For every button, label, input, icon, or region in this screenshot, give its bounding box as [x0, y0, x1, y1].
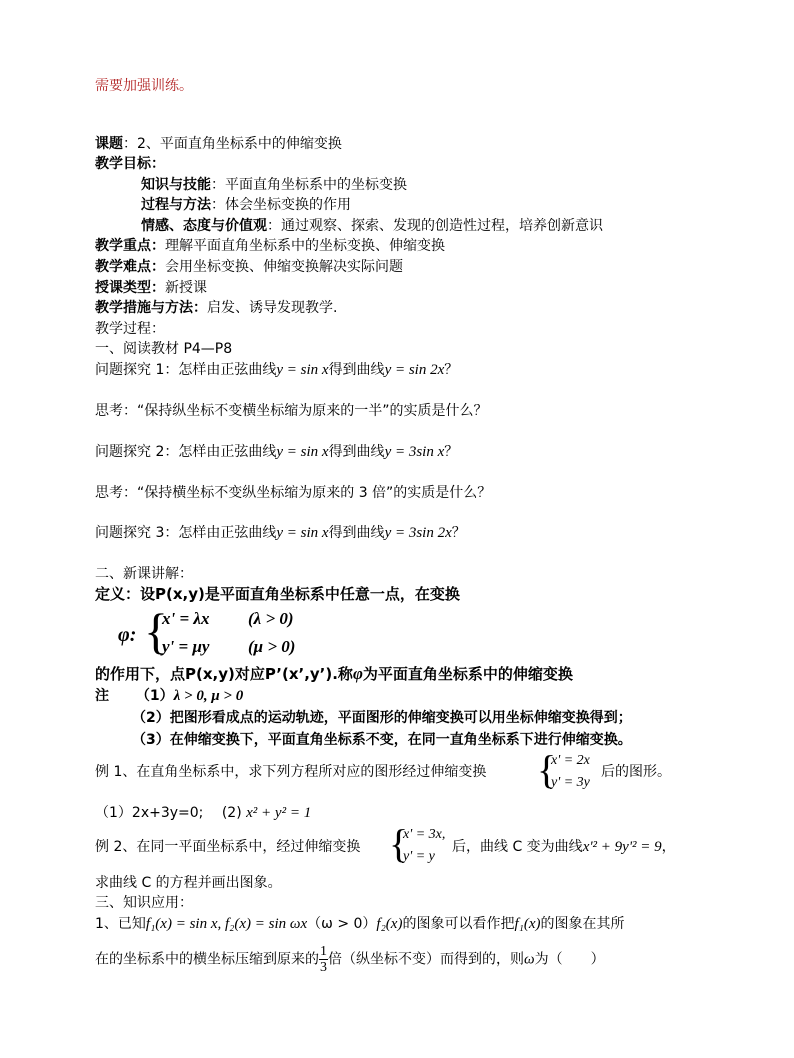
- system-row1-right: (λ > 0): [248, 609, 294, 628]
- ex2-suffix: ，: [661, 839, 676, 855]
- p1-frac-num: 1: [320, 944, 327, 959]
- example-1: [95, 763, 486, 782]
- q3-prefix: 问题探究 3：怎样由正弦曲线: [95, 525, 277, 541]
- method-label: 教学措施与方法：: [95, 300, 207, 316]
- title-text: ：2、平面直角坐标系中的伸缩变换: [123, 136, 342, 152]
- section3-heading: 三、知识应用：: [95, 895, 193, 911]
- key-point: [95, 237, 445, 256]
- definition-line: 定义：设P(x,y)是平面直角坐标系中任意一点，在变换: [95, 585, 460, 603]
- lesson-title: [95, 135, 342, 154]
- q2-eq2: y = 3sin x: [384, 444, 445, 460]
- p1-f2: f₂(x): [376, 916, 403, 932]
- section2-heading: 二、新课讲解：: [95, 566, 193, 582]
- example-1-items: [95, 804, 311, 823]
- section1-heading: 一、阅读教材 P4—P8: [95, 341, 233, 357]
- knowledge-label: 知识与技能: [141, 177, 211, 193]
- think-2: 思考：“保持横坐标不变纵坐标缩为原来的 3 倍”的实质是什么？: [95, 485, 492, 501]
- goal-process: [141, 196, 351, 215]
- ex1-prefix: 例 1、在直角坐标系中，求下列方程所对应的图形经过伸缩变换: [95, 764, 487, 780]
- note-1: [95, 687, 243, 706]
- type-text: 新授课: [165, 280, 207, 296]
- ex1-item2-label: (2): [221, 805, 242, 821]
- q2-mid: 得到曲线: [328, 444, 385, 460]
- type-label: 授课类型：: [95, 280, 165, 296]
- note1-math: λ > 0, μ > 0: [173, 688, 244, 704]
- p1-line2-b: 倍（纵坐标不变）而得到的，则: [328, 951, 524, 968]
- ex2-mid: 后，曲线 C 变为曲线: [452, 839, 583, 855]
- q2-eq1: y = sin x: [276, 444, 329, 460]
- system-row2-right: (μ > 0): [248, 637, 296, 656]
- p1-f1: f₁(x) = sin x, f₂(x) = sin ωx: [145, 916, 308, 932]
- q2-suffix: ？: [444, 444, 459, 460]
- difficulty: [95, 258, 403, 277]
- system-brace-icon: {: [144, 603, 168, 659]
- p1-c: 的图象在其所: [540, 916, 625, 932]
- question-3: [95, 524, 466, 543]
- q1-eq2: y = sin 2x: [384, 362, 445, 378]
- p1-cond: （ω > 0）: [307, 916, 377, 932]
- goal-knowledge: [141, 176, 407, 195]
- goal-attitude: [141, 217, 603, 236]
- ex1-suffix: 后的图形。: [601, 764, 671, 780]
- problem-1-line2: [95, 944, 605, 975]
- ex1-item1: （1）2x+3y=0;: [95, 805, 204, 821]
- stretch-transform-system: [118, 603, 348, 663]
- system-row2-left: y' = μy: [162, 637, 210, 656]
- note-2: （2）把图形看成点的运动轨迹，平面图形的伸缩变换可以用坐标伸缩变换得到；: [132, 710, 632, 726]
- attitude-label: 情感、态度与价值观: [141, 218, 267, 234]
- method-text: 启发、诱导发现教学.: [207, 300, 338, 316]
- def-phi: φ: [352, 664, 363, 683]
- q3-eq1: y = sin x: [276, 525, 329, 541]
- q3-eq2: y = 3sin 2x: [384, 525, 452, 541]
- p1-a: 1、已知: [95, 916, 146, 932]
- ex1-sys-row2: y' = 3y: [551, 775, 590, 790]
- p1-line2-c: 为（ ）: [534, 951, 605, 968]
- problem-1-line1: [95, 915, 624, 934]
- ex2-sys-row1: x' = 3x,: [403, 827, 446, 842]
- process-text: ：体会坐标变换的作用: [211, 197, 351, 213]
- difficulty-text: 会用坐标变换、伸缩变换解决实际问题: [165, 259, 403, 275]
- question-1: [95, 361, 458, 380]
- q1-mid: 得到曲线: [328, 362, 385, 378]
- def-after-b: 为平面直角坐标系中的伸缩变换: [362, 665, 573, 683]
- example-2: [95, 838, 360, 857]
- p1-f1b: f₁(x): [514, 916, 541, 932]
- question-2: [95, 443, 458, 462]
- ex2-math: x'² + 9y'² = 9: [582, 839, 662, 855]
- ex2-prefix: 例 2、在同一平面坐标系中，经过伸缩变换: [95, 839, 361, 855]
- note1-prefix: （1）: [135, 688, 174, 704]
- attitude-text: ：通过观察、探索、发现的创造性过程，培养创新意识: [267, 218, 603, 234]
- key-label: 教学重点：: [95, 238, 165, 254]
- ex1-item2-math: x² + y² = 1: [246, 805, 312, 821]
- key-text: 理解平面直角坐标系中的坐标变换、伸缩变换: [165, 238, 445, 254]
- note-3: （3）在伸缩变换下，平面直角坐标系不变，在同一直角坐标系下进行伸缩变换。: [132, 732, 632, 748]
- p1-line2-a: 在的坐标系中的横坐标压缩到原来的: [95, 951, 319, 968]
- note-label: 注: [95, 688, 109, 704]
- ex2-line2: 求曲线 C 的方程并画出图象。: [95, 875, 282, 891]
- think-1: 思考：“保持纵坐标不变横坐标缩为原来的一半”的实质是什么？: [95, 403, 488, 419]
- p1-fraction: [319, 944, 328, 975]
- title-label: 课题: [95, 136, 123, 152]
- process-label: 过程与方法: [141, 197, 211, 213]
- q2-prefix: 问题探究 2：怎样由正弦曲线: [95, 444, 277, 460]
- process-heading: 教学过程：: [95, 321, 165, 337]
- p1-b: 的图象可以看作把: [402, 916, 515, 932]
- ex2-sys-row2: y' = y: [403, 849, 435, 864]
- knowledge-text: ：平面直角坐标系中的坐标变换: [211, 177, 407, 193]
- goals-label: 教学目标：: [95, 156, 165, 172]
- lesson-type: [95, 279, 207, 298]
- q1-eq1: y = sin x: [276, 362, 329, 378]
- definition-after: [95, 664, 573, 684]
- ex2-brace-icon: {: [389, 821, 409, 866]
- q1-suffix: ？: [444, 362, 459, 378]
- def-after-a: 的作用下，点P(x,y)对应P’(x’,y’).称: [95, 665, 353, 683]
- q3-suffix: ？: [451, 525, 466, 541]
- ex2-system: [389, 821, 459, 869]
- phi-label: φ:: [118, 624, 137, 646]
- ex1-sys-row1: x' = 2x: [551, 753, 590, 768]
- ex1-brace-icon: {: [537, 747, 557, 792]
- p1-frac-den: 3: [320, 960, 327, 975]
- ex2-rest: [452, 838, 676, 857]
- top-note: 需要加强训练。: [95, 78, 193, 94]
- p1-omega: ω: [524, 951, 535, 968]
- system-row1-left: x' = λx: [162, 609, 210, 628]
- q3-mid: 得到曲线: [328, 525, 385, 541]
- difficulty-label: 教学难点：: [95, 259, 165, 275]
- teaching-method: [95, 299, 337, 318]
- q1-prefix: 问题探究 1：怎样由正弦曲线: [95, 362, 277, 378]
